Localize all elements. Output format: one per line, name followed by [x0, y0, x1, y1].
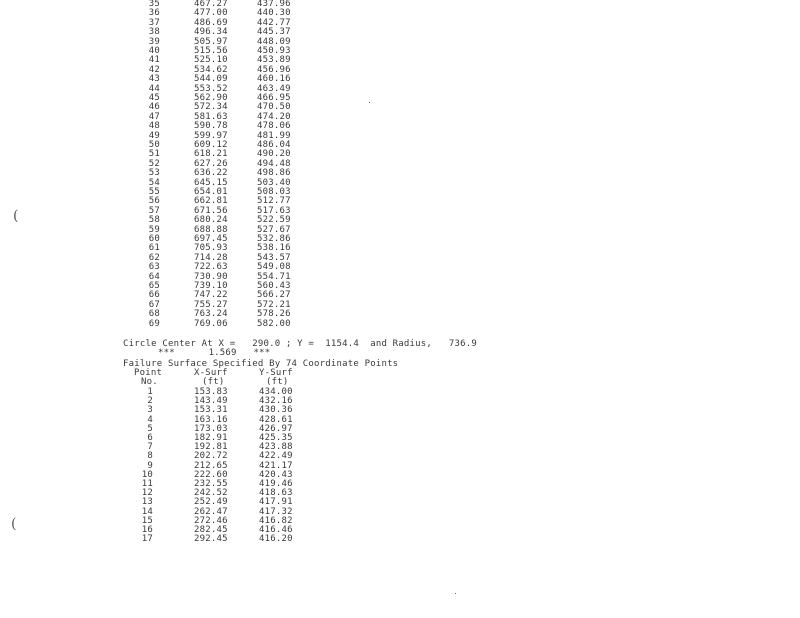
- point-number: 2: [147, 396, 153, 407]
- x-value: 212.65: [194, 460, 228, 471]
- y-value: 423.88: [259, 442, 293, 453]
- y-value: 494.48: [257, 158, 291, 169]
- x-value: 572.34: [194, 102, 228, 113]
- y-value: 442.77: [257, 17, 291, 28]
- y-value: 420.43: [259, 469, 293, 480]
- y-value: 527.67: [257, 224, 291, 235]
- table-header-row-2: [0, 377, 289, 387]
- x-value: 222.60: [194, 469, 228, 480]
- point-number: 69: [148, 318, 160, 329]
- x-value: 262.47: [194, 506, 228, 517]
- y-value: 426.97: [259, 423, 293, 434]
- x-value: 544.09: [194, 74, 228, 85]
- x-value: 636.22: [194, 168, 228, 179]
- circle-center-line: [0, 339, 477, 349]
- x-value: 505.97: [194, 36, 228, 47]
- safety-factor-line: [0, 348, 271, 358]
- y-value: 460.16: [257, 74, 291, 85]
- point-number: 46: [148, 102, 160, 113]
- point-number: 45: [148, 93, 160, 103]
- y-value: 498.86: [257, 168, 291, 179]
- point-number: 59: [148, 224, 160, 235]
- point-number: 51: [148, 149, 160, 160]
- x-value: 562.90: [194, 93, 228, 103]
- y-value: 486.04: [257, 140, 291, 150]
- x-value: 680.24: [194, 215, 228, 226]
- y-value: 478.06: [257, 121, 291, 132]
- x-value: 282.45: [194, 525, 228, 535]
- y-value: 430.36: [259, 405, 293, 416]
- point-number: 64: [148, 271, 160, 282]
- point-number: 11: [141, 479, 153, 489]
- x-value: 714.28: [194, 252, 228, 263]
- point-number: 35: [148, 0, 160, 9]
- point-number: 16: [141, 525, 153, 535]
- y-value: 481.99: [257, 130, 291, 141]
- y-value: 421.17: [259, 460, 293, 471]
- y-value: 419.46: [259, 479, 293, 489]
- point-number: 57: [148, 205, 160, 216]
- x-value: 747.22: [194, 290, 228, 301]
- table-header-row-1: [0, 368, 293, 378]
- header-no: No.: [141, 377, 158, 387]
- x-value: 662.81: [194, 196, 228, 207]
- point-number: 41: [148, 55, 160, 66]
- point-number: 4: [147, 414, 153, 425]
- x-value: 609.12: [194, 140, 228, 150]
- point-number: 3: [147, 405, 153, 416]
- point-number: 6: [147, 433, 153, 443]
- point-number: 17: [141, 534, 153, 545]
- x-value: 645.15: [194, 177, 228, 188]
- x-value: 202.72: [194, 451, 228, 462]
- point-number: 5: [147, 423, 153, 434]
- point-number: 65: [148, 281, 160, 291]
- point-number: 68: [148, 309, 160, 320]
- point-number: 36: [148, 8, 160, 19]
- y-value: 417.91: [259, 497, 293, 508]
- y-value: 549.08: [257, 262, 291, 273]
- x-value: 467.27: [194, 0, 228, 9]
- y-value: 428.61: [259, 414, 293, 425]
- y-value: 417.32: [259, 506, 293, 517]
- point-number: 9: [147, 460, 153, 471]
- header-x-unit: (ft): [202, 377, 225, 387]
- y-value: 490.20: [257, 149, 291, 160]
- x-value: 697.45: [194, 234, 228, 244]
- point-number: 10: [141, 469, 153, 480]
- safety-factor-text: *** 1.569 ***: [158, 348, 271, 358]
- point-number: 53: [148, 168, 160, 179]
- point-number: 14: [141, 506, 153, 517]
- x-value: 599.97: [194, 130, 228, 141]
- x-value: 242.52: [194, 488, 228, 499]
- x-value: 705.93: [194, 243, 228, 254]
- y-value: 440.30: [257, 8, 291, 19]
- speck-2: [455, 593, 456, 594]
- y-value: 503.40: [257, 177, 291, 188]
- x-value: 618.21: [194, 149, 228, 160]
- y-value: 470.50: [257, 102, 291, 113]
- y-value: 543.57: [257, 252, 291, 263]
- x-value: 671.56: [194, 205, 228, 216]
- point-number: 49: [148, 130, 160, 141]
- y-value: 450.93: [257, 46, 291, 56]
- point-number: 62: [148, 252, 160, 263]
- y-value: 508.03: [257, 187, 291, 197]
- y-value: 418.63: [259, 488, 293, 499]
- surface-title-line: [0, 359, 399, 369]
- y-value: 463.49: [257, 83, 291, 94]
- point-number: 43: [148, 74, 160, 85]
- x-value: 153.83: [194, 387, 228, 397]
- x-value: 722.63: [194, 262, 228, 273]
- point-number: 67: [148, 299, 160, 310]
- y-value: 416.82: [259, 515, 293, 526]
- y-value: 448.09: [257, 36, 291, 47]
- x-value: 163.16: [194, 414, 228, 425]
- y-value: 554.71: [257, 271, 291, 282]
- point-number: 12: [141, 488, 153, 499]
- header-x-surf: X-Surf: [194, 368, 228, 378]
- y-value: 566.27: [257, 290, 291, 301]
- y-value: 474.20: [257, 111, 291, 122]
- x-value: 730.90: [194, 271, 228, 282]
- point-number: 7: [147, 442, 153, 453]
- x-value: 292.45: [194, 534, 228, 545]
- point-number: 63: [148, 262, 160, 273]
- point-number: 66: [148, 290, 160, 301]
- x-value: 515.56: [194, 46, 228, 56]
- y-value: 453.89: [257, 55, 291, 66]
- x-value: 252.49: [194, 497, 228, 508]
- y-value: 416.20: [259, 534, 293, 545]
- x-value: 496.34: [194, 27, 228, 38]
- point-number: 39: [148, 36, 160, 47]
- x-value: 769.06: [194, 318, 228, 329]
- y-value: 532.86: [257, 234, 291, 244]
- x-value: 534.62: [194, 64, 228, 75]
- x-value: 739.10: [194, 281, 228, 291]
- point-number: 60: [148, 234, 160, 244]
- x-value: 272.46: [194, 515, 228, 526]
- y-value: 437.96: [257, 0, 291, 9]
- margin-mark-upper: (: [13, 208, 19, 224]
- y-value: 434.00: [259, 387, 293, 397]
- surface-title-text: Failure Surface Specified By 74 Coordinate Points: [123, 359, 399, 369]
- y-value: 578.26: [257, 309, 291, 320]
- x-value: 525.10: [194, 55, 228, 66]
- y-value: 522.59: [257, 215, 291, 226]
- point-number: 50: [148, 140, 160, 150]
- point-number: 15: [141, 515, 153, 526]
- x-value: 232.55: [194, 479, 228, 489]
- y-value: 432.16: [259, 396, 293, 407]
- x-value: 486.69: [194, 17, 228, 28]
- x-value: 477.00: [194, 8, 228, 19]
- point-number: 44: [148, 83, 160, 94]
- margin-mark-lower: (: [11, 516, 17, 532]
- speck-1: [369, 102, 370, 103]
- point-number: 38: [148, 27, 160, 38]
- x-value: 192.81: [194, 442, 228, 453]
- point-number: 54: [148, 177, 160, 188]
- x-value: 755.27: [194, 299, 228, 310]
- x-value: 763.24: [194, 309, 228, 320]
- y-value: 512.77: [257, 196, 291, 207]
- y-value: 456.96: [257, 64, 291, 75]
- y-value: 582.00: [257, 318, 291, 329]
- x-value: 688.88: [194, 224, 228, 235]
- x-value: 590.78: [194, 121, 228, 132]
- circle-center-text: Circle Center At X = 290.0 ; Y = 1154.4 and Radius, 736.9: [123, 339, 477, 349]
- point-number: 40: [148, 46, 160, 56]
- point-number: 56: [148, 196, 160, 207]
- y-value: 466.95: [257, 93, 291, 103]
- header-y-surf: Y-Surf: [259, 368, 293, 378]
- y-value: 560.43: [257, 281, 291, 291]
- point-number: 8: [147, 451, 153, 462]
- y-value: 517.63: [257, 205, 291, 216]
- point-number: 48: [148, 121, 160, 132]
- point-number: 47: [148, 111, 160, 122]
- x-value: 581.63: [194, 111, 228, 122]
- y-value: 445.37: [257, 27, 291, 38]
- header-y-unit: (ft): [266, 377, 289, 387]
- point-number: 55: [148, 187, 160, 197]
- point-number: 13: [141, 497, 153, 508]
- y-value: 425.35: [259, 433, 293, 443]
- x-value: 553.52: [194, 83, 228, 94]
- y-value: 416.46: [259, 525, 293, 535]
- point-number: 37: [148, 17, 160, 28]
- y-value: 538.16: [257, 243, 291, 254]
- point-number: 61: [148, 243, 160, 254]
- point-number: 52: [148, 158, 160, 169]
- y-value: 572.21: [257, 299, 291, 310]
- point-number: 1: [147, 387, 153, 397]
- x-value: 654.01: [194, 187, 228, 197]
- point-number: 42: [148, 64, 160, 75]
- x-value: 182.91: [194, 433, 228, 443]
- x-value: 153.31: [194, 405, 228, 416]
- x-value: 173.03: [194, 423, 228, 434]
- header-point: Point: [134, 368, 163, 378]
- x-value: 143.49: [194, 396, 228, 407]
- point-number: 58: [148, 215, 160, 226]
- y-value: 422.49: [259, 451, 293, 462]
- x-value: 627.26: [194, 158, 228, 169]
